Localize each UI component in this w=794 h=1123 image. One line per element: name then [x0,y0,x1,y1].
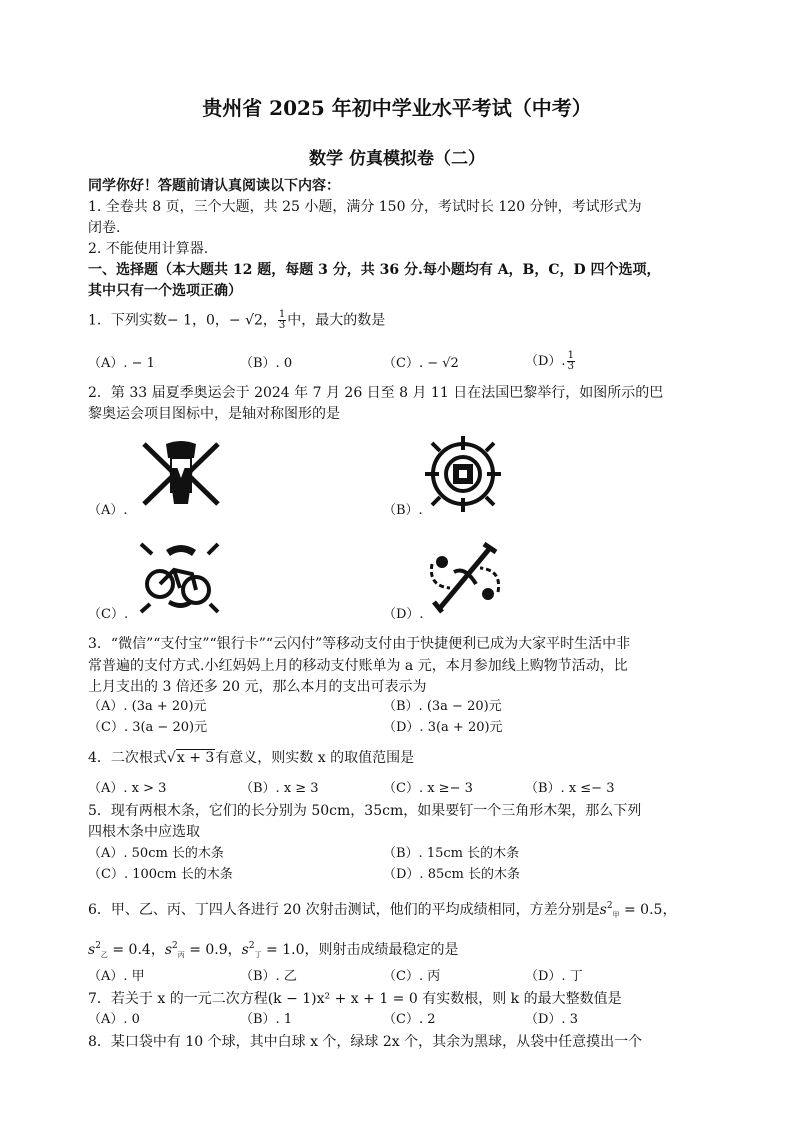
q4-radicand: x + 3 [176,750,215,766]
q1-option-a: （A）. − 1 [88,356,155,371]
exam-subtitle: 数学 仿真模拟卷（二） [309,149,485,169]
q5-option-a: （A）. 50cm 长的木条 [88,846,224,861]
q6-sq-bing: 2 [172,941,178,951]
q4-prefix: 4．二次根式 [88,750,167,766]
q6-sub-yi: 乙 [100,951,108,959]
q3-option-a: （A）. (3a + 20)元 [88,699,207,714]
q6-val-yi: = 0.4， [107,942,165,958]
q4-option-a: （A）. x > 3 [88,781,167,796]
q2-option-d: （D）. [383,607,424,622]
intro-heading: 同学你好！答题前请认真阅读以下内容： [88,178,340,194]
q5-option-b: （B）. 15cm 长的木条 [383,846,520,861]
q6-sq-yi: 2 [95,941,101,951]
olympic-skateboarding-icon [420,538,510,622]
q7-option-c: （C）. 2 [383,1012,436,1027]
q2-option-a: （A）. [88,503,128,518]
q1-option-d-den: 3 [567,361,574,372]
q4-suffix: 有意义，则实数 x 的取值范围是 [215,750,415,766]
q6-line1-end: = 0.5， [619,902,677,918]
q5-line2: 四根木条中应选取 [88,824,200,840]
intro-item2: 2. 不能使用计算器. [88,241,209,257]
q7-line1: 7．若关于 x 的一元二次方程(k − 1)x² + x + 1 = 0 有实数根，则 k 的最大整数值是 [88,991,622,1007]
q5-option-d: （D）. 85cm 长的木条 [383,867,520,882]
q7-option-a: （A）. 0 [88,1012,140,1027]
q6-option-d: （D）. 丁 [525,969,583,984]
q1-option-d [525,351,576,372]
q6-sub-bing: 丙 [177,951,185,959]
q1-frac-den: 3 [278,320,286,331]
q2-line1: 2．第 33 届夏季奥运会于 2024 年 7 月 26 日至 8 月 11 日在法国巴黎举行，如图所示的巴 [88,385,664,401]
q1-option-c: （C）. − √2 [383,356,459,371]
q2-line2: 黎奥运会项目图标中，是轴对称图形的是 [88,406,340,422]
intro-item1-line2: 闭卷. [88,220,121,236]
q1-frac-num: 1 [278,309,286,320]
q6-sq-ding: 2 [248,941,255,951]
olympic-shooting-icon [420,434,506,518]
q3-option-b: （B）. (3a − 20)元 [383,699,502,714]
section1-line1: 一、选择题（本大题共 12 题，每题 3 分，共 36 分.每小题均有 A，B，C，D 四个选项， [88,262,661,278]
q2-option-b: （B）. [383,503,423,518]
q6-val-bing: = 0.9， [184,942,242,958]
q1-prefix: 1．下列实数− 1，0，− √2， [88,312,277,329]
q3-line3: 上月支出的 3 倍还多 20 元，那么本月的支出可表示为 [88,679,427,695]
q6-option-b: （B）. 乙 [240,969,297,984]
q1-option-d-frac [567,351,575,372]
q3-line1: 3．“微信”“支付宝”“银行卡”“云闪付”等移动支付由于快捷便利已成为大家平时生活中非 [88,636,631,652]
q3-option-c: （C）. 3(a − 20)元 [88,720,208,735]
q1-option-d-num: 1 [567,350,574,361]
q1-option-b: （B）. 0 [240,356,293,371]
q4-option-b: （B）. x ≥ 3 [240,781,319,796]
q6-option-a: （A）. 甲 [88,969,145,984]
q6-option-c: （C）. 丙 [383,969,441,984]
q7-option-b: （B）. 1 [240,1012,293,1027]
section1-line2: 其中只有一个选项正确） [88,283,242,299]
q6-sub-jia: 甲 [612,911,620,919]
q6-line1 [88,896,728,926]
q7-option-d: （D）. 3 [525,1012,578,1027]
q6-val-ding: = 1.0，则射击成绩最稳定的是 [261,942,459,958]
q6-s-ding: s [241,942,249,958]
q5-option-c: （C）. 100cm 长的木条 [88,867,233,882]
q4-option-d: （B）. x ≤− 3 [525,781,615,796]
q3-option-d: （D）. 3(a + 20)元 [383,720,503,735]
olympic-cycling-icon [136,538,226,622]
q6-s-jia: s [599,902,607,918]
q1-suffix: 中，最大的数是 [287,312,386,329]
olympic-fencing-icon [136,434,226,518]
q2-option-c: （C）. [88,607,129,622]
q6-s-yi: s [88,942,96,958]
q1-stem [88,310,710,332]
intro-item1-line1: 1. 全卷共 8 页，三个大题，共 25 小题，满分 150 分，考试时长 120 分钟，考试形式为 [88,199,642,215]
q5-line1: 5．现有两根木条，它们的长分别为 50cm，35cm，如果要钉一个三角形木架，那么下列 [88,803,642,819]
q6-sq-jia: 2 [606,901,613,911]
exam-title: 贵州省 2025 年初中学业水平考试（中考） [202,96,592,120]
q6-line2 [88,936,710,966]
q1-fraction [278,310,286,331]
q6-sub-ding: 丁 [254,951,262,959]
q6-line1-text: 6．甲、乙、丙、丁四人各进行 20 次射击测试，他们的平均成绩相同，方差分别是 [88,902,600,918]
q4-stem: 4．二次根式√x + 3有意义，则实数 x 的取值范围是 [88,750,415,766]
q3-line2: 常普遍的支付方式.小红妈妈上月的移动支付账单为 a 元，本月参加线上购物节活动，比 [88,658,628,674]
q6-s-bing: s [164,942,173,958]
q8-line1: 8．某口袋中有 10 个球，其中白球 x 个，绿球 2x 个，其余为黑球，从袋中任意摸出一个 [88,1034,643,1050]
q1-option-d-label: （D）. [525,354,566,369]
q4-option-c: （C）. x ≥− 3 [383,781,473,796]
